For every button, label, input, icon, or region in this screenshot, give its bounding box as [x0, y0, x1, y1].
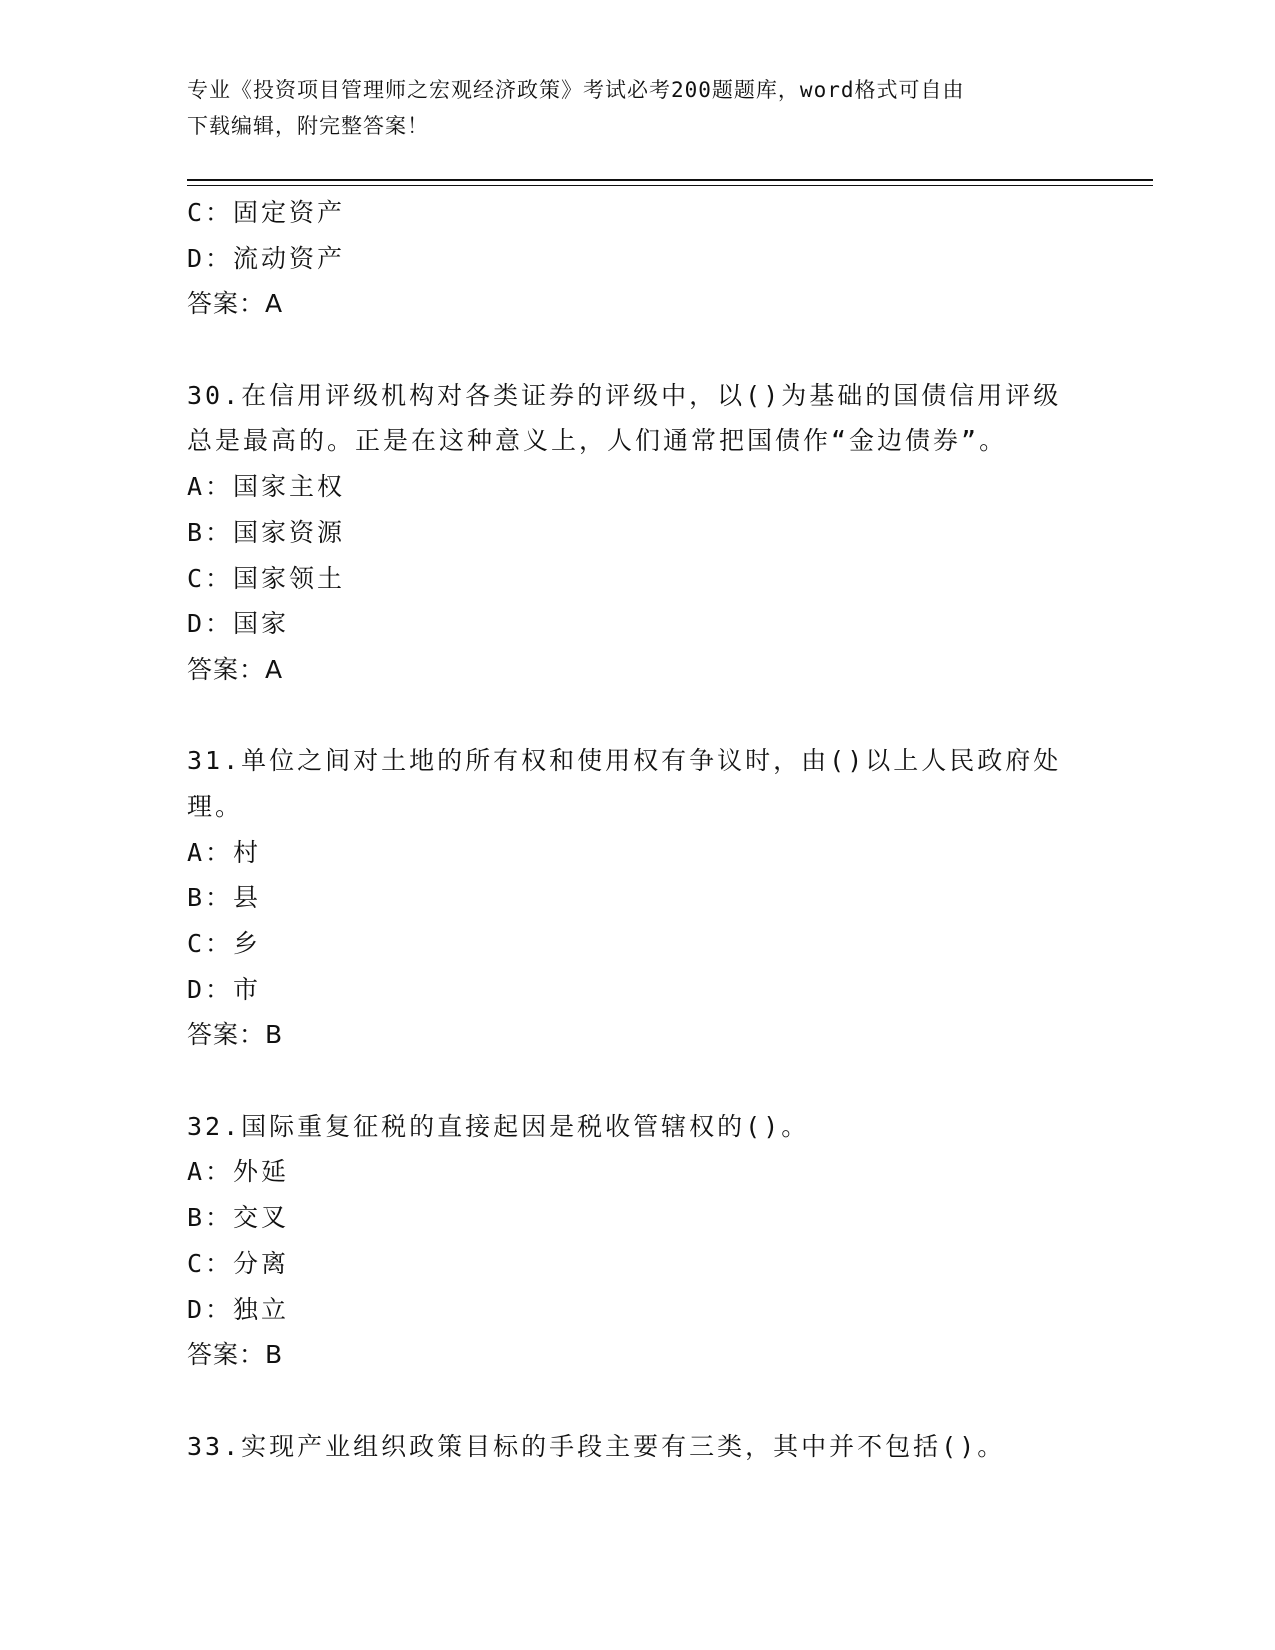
- option-a: A：外延: [187, 1157, 290, 1187]
- question-33: [187, 1424, 1087, 1470]
- header-line-1: 专业《投资项目管理师之宏观经济政策》考试必考200题题库，word格式可自由: [187, 78, 965, 102]
- option-a: A：村: [187, 837, 262, 867]
- answer: 答案：B: [187, 1020, 284, 1050]
- question-list: [187, 190, 1087, 1469]
- option-d: D：独立: [187, 1294, 290, 1324]
- spacer: [187, 1058, 1087, 1104]
- option-c: C：固定资产: [187, 198, 346, 227]
- option-c: C：分离: [187, 1248, 290, 1278]
- question-text: 30.在信用评级机构对各类证券的评级中，以()为基础的国债信用评级: [187, 380, 1062, 410]
- option-d: D：国家: [187, 609, 290, 639]
- question-29: [187, 190, 1087, 327]
- question-30: [187, 373, 1087, 693]
- question-31: [187, 738, 1087, 1058]
- spacer: [187, 327, 1087, 373]
- question-text-cont: 理。: [187, 791, 244, 821]
- question-text: 31.单位之间对土地的所有权和使用权有争议时，由()以上人民政府处: [187, 746, 1062, 776]
- question-32: [187, 1104, 1087, 1378]
- option-d: D：流动资产: [187, 243, 346, 273]
- option-a: A：国家主权: [187, 472, 346, 502]
- answer: 答案：B: [187, 1340, 284, 1370]
- option-c: C：国家领土: [187, 563, 346, 593]
- answer: 答案：A: [187, 289, 284, 319]
- question-text-cont: 总是最高的。正是在这种意义上，人们通常把国债作“金边债券”。: [187, 426, 1008, 456]
- answer: 答案：A: [187, 654, 284, 684]
- spacer: [187, 693, 1087, 739]
- option-b: B：国家资源: [187, 517, 346, 547]
- option-c: C：乡: [187, 929, 262, 958]
- option-b: B：县: [187, 883, 262, 913]
- question-text: 33.实现产业组织政策目标的手段主要有三类，其中并不包括()。: [187, 1431, 1006, 1461]
- option-d: D：市: [187, 974, 262, 1004]
- option-b: B：交叉: [187, 1203, 290, 1233]
- document-header: [187, 72, 1067, 144]
- header-line-2: 下载编辑，附完整答案！: [187, 114, 429, 138]
- question-text: 32.国际重复征税的直接起因是税收管辖权的()。: [187, 1111, 810, 1141]
- spacer: [187, 1378, 1087, 1424]
- header-divider-thin: [187, 185, 1153, 186]
- header-divider-thick: [187, 179, 1153, 181]
